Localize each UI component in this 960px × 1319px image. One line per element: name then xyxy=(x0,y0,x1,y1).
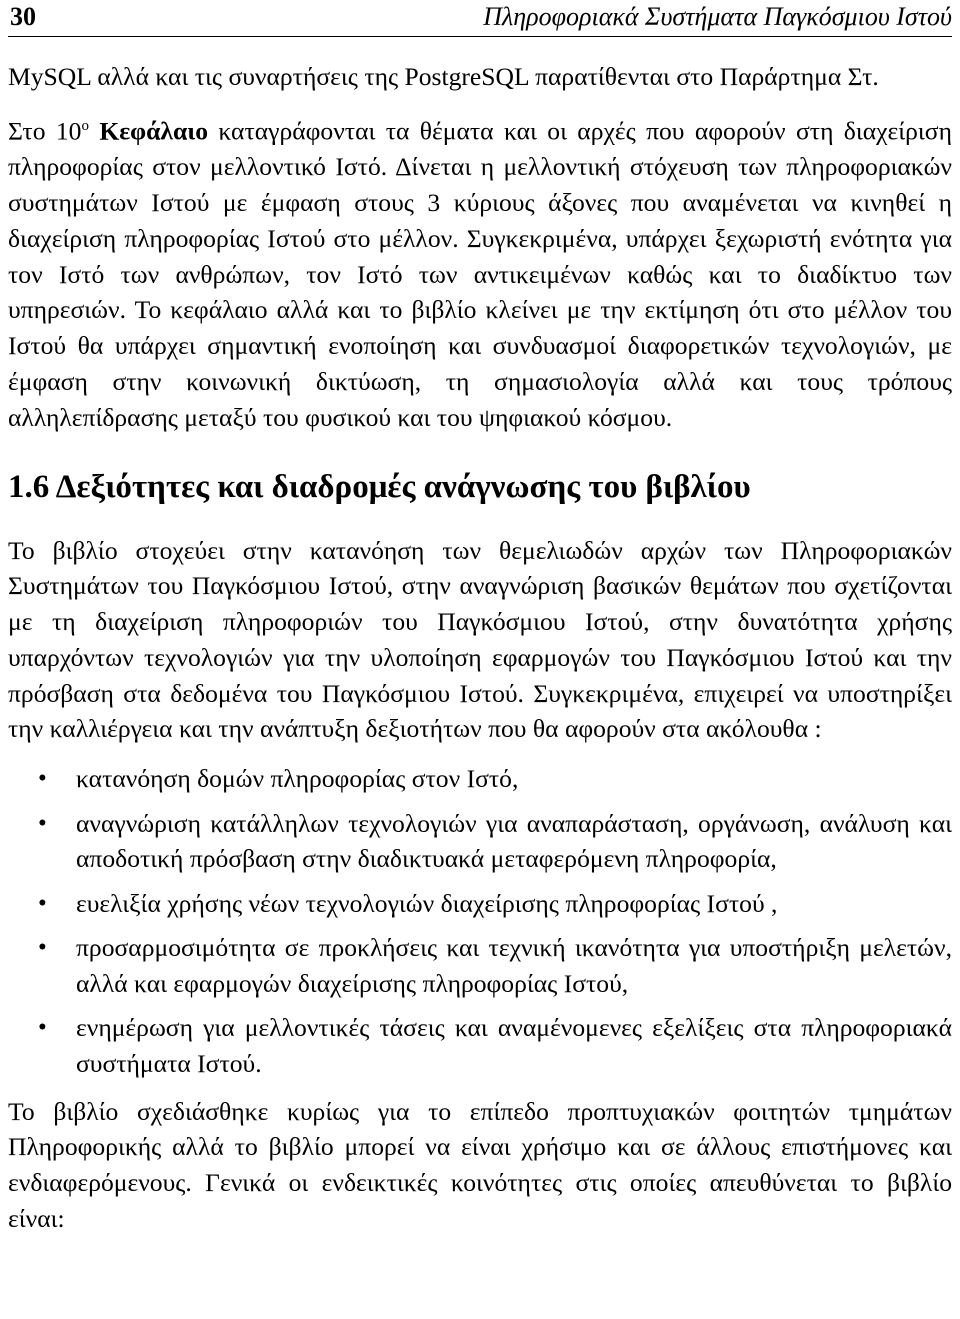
chapter-bold-word: Κεφάλαιο xyxy=(99,116,209,146)
list-item-text: προσαρμοσιμότητα σε προκλήσεις και τεχνική ικανότητα για υποστήριξη μελετών, αλλά και εφαρμογών διαχείρισης πληροφορίας Ιστού, xyxy=(76,932,952,998)
list-item xyxy=(8,886,952,922)
list-item-text: αναγνώριση κατάλληλων τεχνολογιών για αναπαράσταση, οργάνωση, ανάλυση και αποδοτική πρόσβαση στην διαδικτυακά μεταφερόμενη πληροφορία, xyxy=(76,808,952,874)
paragraph-skills-intro: Το βιβλίο στοχεύει στην κατανόηση των θεμελιωδών αρχών των Πληροφοριακών Συστημάτων του Παγκόσμιου Ιστού, στην αναγνώριση βασικών θεμάτων που σχετίζονται με τη διαχείριση πληροφοριών του Παγκόσμιου Ιστού, στην δυνατότητα χρήσης υπαρχόντων τεχνολογιών για την υλοποίηση εφαρμογών του Παγκόσμιου Ιστού και την πρόσβαση στα δεδομένα του Παγκόσμιου Ιστού. Συγκεκριμένα, επιχειρεί να υποστηρίξει την καλλιέργεια και την ανάπτυξη δεξιοτήτων που θα αφορούν στα ακόλουθα : xyxy=(8,535,952,744)
skills-bullet-list xyxy=(8,761,952,1081)
list-item xyxy=(8,806,952,878)
section-title: Δεξιότητες και διαδρομές ανάγνωσης του βιβλίου xyxy=(55,468,751,505)
bullet-icon: • xyxy=(38,1014,47,1042)
bullet-icon: • xyxy=(38,933,47,961)
list-item-text: ευελιξία χρήσης νέων τεχνολογιών διαχείρισης πληροφορίας Ιστού , xyxy=(76,888,778,918)
section-number: 1.6 xyxy=(8,468,50,505)
document-page xyxy=(8,0,952,1237)
bullet-icon: • xyxy=(38,765,47,793)
running-header xyxy=(8,0,952,37)
bullet-icon: • xyxy=(38,889,47,917)
list-item-text: κατανόηση δομών πληροφορίας στον Ιστό, xyxy=(76,764,519,794)
paragraph-continuation: MySQL αλλά και τις συναρτήσεις της PostgreSQL παρατίθενται στο Παράρτημα Στ. xyxy=(8,62,879,91)
ordinal-superscript: ο xyxy=(81,117,89,134)
paragraph-chapter-10 xyxy=(8,109,952,436)
paragraph-audience: Το βιβλίο σχεδιάσθηκε κυρίως για το επίπεδο προπτυχιακών φοιτητών τμημάτων Πληροφορικής αλλά το βιβλίο μπορεί να είναι χρήσιμο και σε άλλους επιστήμονες και ενδιαφερόμενους. Γενικά οι ενδεικτικές κοινότητες στις οποίες απευθύνεται το βιβλίο είναι: xyxy=(8,1096,952,1234)
list-item xyxy=(8,930,952,1002)
paragraph-body: καταγράφονται τα θέματα και οι αρχές που αφορούν στη διαχείριση πληροφορίας στον μελλοντικό Ιστό. Δίνεται η μελλοντική στόχευση των πληροφοριακών συστημάτων Ιστού με έμφαση στους 3 κύριους άξονες που αναμένεται να κινηθεί η διαχείριση πληροφορίας Ιστού στο μέλλον. Συγκεκριμένα, υπάρχει ξεχωριστή ενότητα για τον Ιστό των ανθρώπων, τον Ιστό των αντικειμένων καθώς και το διαδίκτυο των υπηρεσιών. Το κεφάλαιο αλλά και το βιβλίο κλείνει με την εκτίμηση ότι στο μέλλον του Ιστού θα υπάρχει σημαντική ενοποίηση και συνδυασμοί διαφορετικών τεχνολογιών, με έμφαση στην κοινωνική δικτύωση, τη σημασιολογία αλλά και τους τρόπους αλληλεπίδρασης μεταξύ του φυσικού και του ψηφιακού κόσμου. xyxy=(8,116,952,432)
page-number: 30 xyxy=(10,2,36,31)
list-item xyxy=(8,761,952,797)
section-heading xyxy=(8,467,952,507)
running-title: Πληροφοριακά Συστήματα Παγκόσμιου Ιστού xyxy=(483,2,952,31)
list-item-text: ενημέρωση για μελλοντικές τάσεις και αναμένομενες εξελίξεις στα πληροφοριακά συστήματα Ιστού. xyxy=(76,1013,952,1078)
paragraph-prefix: Στο 10 xyxy=(8,116,82,146)
bullet-icon: • xyxy=(38,809,47,837)
list-item xyxy=(8,1010,952,1082)
